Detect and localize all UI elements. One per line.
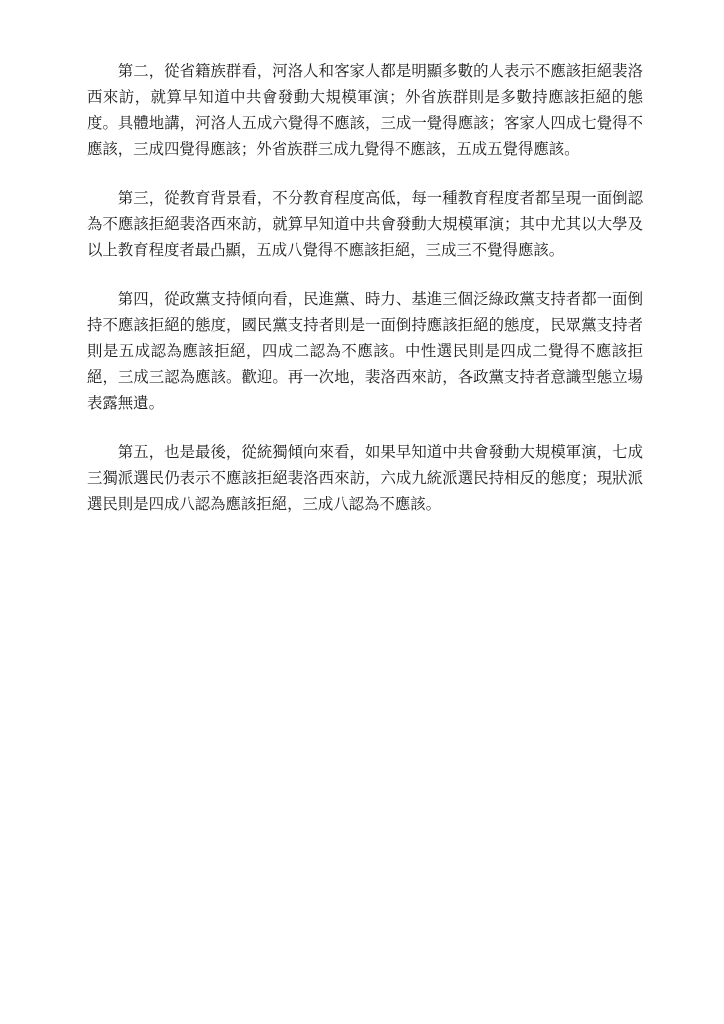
paragraph-ethnic-groups: 第二，從省籍族群看，河洛人和客家人都是明顯多數的人表示不應該拒絕裴洛西來訪，就算早知道中共會發動大規模軍演；外省族群則是多數持應該拒絕的態度。具體地講，河洛人五成六覺得不應該，三成一覺得應該；客家人四成七覺得不應該，三成四覺得應該；外省族群三成九覺得不應該，五成五覺得應該。: [87, 62, 643, 158]
document-body: [87, 58, 643, 540]
paragraph-education: 第三，從教育背景看，不分教育程度高低，每一種教育程度者都呈現一面倒認為不應該拒絕裴洛西來訪，就算早知道中共會發動大規模軍演；其中尤其以大學及以上教育程度者最凸顯，五成八覺得不應該拒絕，三成三不覺得應該。: [87, 189, 643, 259]
paragraph-party-support: 第四，從政黨支持傾向看，民進黨、時力、基進三個泛綠政黨支持者都一面倒持不應該拒絕的態度，國民黨支持者則是一面倒持應該拒絕的態度，民眾黨支持者則是五成認為應該拒絕，四成二認為不應該。中性選民則是四成二覺得不應該拒絕，三成三認為應該。歡迎。再一次地，裴洛西來訪，各政黨支持者意識型態立場表露無遺。: [87, 290, 643, 412]
paragraph-unification-independence: 第五，也是最後，從統獨傾向來看，如果早知道中共會發動大規模軍演，七成三獨派選民仍表示不應該拒絕裴洛西來訪，六成九統派選民持相反的態度；現狀派選民則是四成八認為應該拒絕，三成八認為不應該。: [87, 443, 643, 513]
